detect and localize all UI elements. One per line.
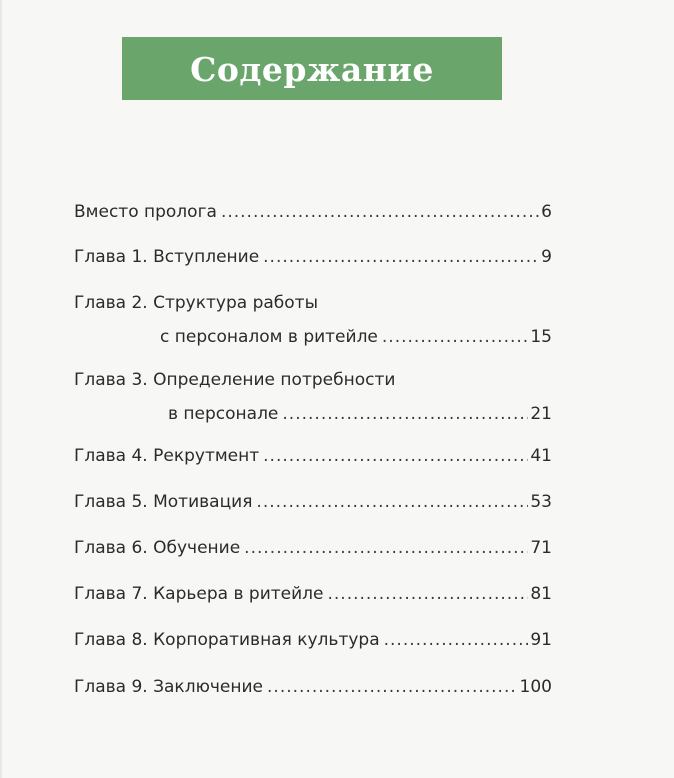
toc-page-number: 71 [530,538,552,558]
toc-entry-title: Глава 8. Корпоративная культура [74,630,380,650]
toc-entry-title: Глава 2. Структура работы [74,293,319,313]
toc-page-number: 91 [530,630,552,650]
page-edge [0,0,3,778]
toc-entry-chapter-2[interactable] [74,291,552,351]
toc-page-number: 15 [530,327,552,347]
toc-page-number: 21 [530,404,552,424]
toc-entry-title: Глава 6. Обучение [74,538,241,558]
dot-leader [263,444,528,468]
toc-page-number: 41 [530,446,552,466]
toc-entry-chapter-6[interactable] [74,536,552,560]
toc-entry-chapter-4[interactable] [74,444,552,468]
toc-entry-title-continued: в персонале [168,404,279,424]
toc-entry-title: Глава 9. Заключение [74,677,264,697]
toc-entry-title: Вместо пролога [74,202,217,222]
toc-entry-chapter-9[interactable] [74,675,552,699]
dot-leader [263,245,539,269]
dot-leader [282,402,528,426]
toc-entry-chapter-5[interactable] [74,490,552,514]
toc-entry-title: Глава 4. Рекрутмент [74,446,260,466]
toc-entry-title: Глава 7. Карьера в ритейле [74,584,324,604]
toc-entry-title: Глава 1. Вступление [74,247,260,267]
toc-page-number: 81 [530,584,552,604]
toc-entry-chapter-8[interactable] [74,628,552,652]
dot-leader [256,490,528,514]
toc-page-number: 53 [530,492,552,512]
toc-entry-title-continued: с персоналом в ритейле [160,327,378,347]
toc-entry-chapter-7[interactable] [74,582,552,606]
dot-leader [327,582,528,606]
toc-entry-chapter-1[interactable] [74,245,552,269]
toc-page-number: 100 [519,677,552,697]
title-banner [122,37,502,100]
toc-entry-title: Глава 3. Определение потребности [74,370,396,390]
dot-leader [244,536,528,560]
toc-entry-title: Глава 5. Мотивация [74,492,253,512]
dot-leader [384,628,529,652]
toc-entry-prologue[interactable] [74,200,552,224]
toc-page-number: 9 [541,247,552,267]
toc-page-number: 6 [541,202,552,222]
dot-leader [221,200,539,224]
toc-entry-chapter-3[interactable] [74,368,552,428]
dot-leader [382,325,528,349]
dot-leader [267,675,518,699]
page-title: Содержание [190,50,434,89]
